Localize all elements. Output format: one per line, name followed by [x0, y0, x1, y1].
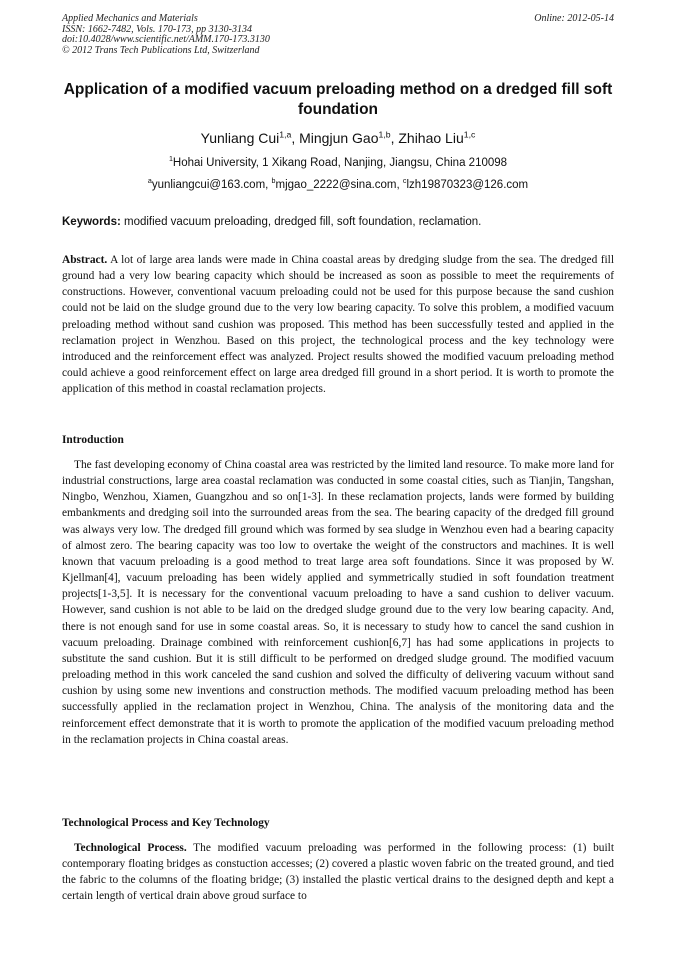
doi-line: doi:10.4028/www.scientific.net/AMM.170-173.3130 — [62, 34, 270, 46]
email-list: $^a$yunliangcui@163.com, $^b$mjgao_2222@sina.com, $^c$lzh19870323@126.com — [147, 177, 529, 191]
keywords — [62, 215, 614, 230]
copyright-line: © 2012 Trans Tech Publications Ltd, Switzerland — [62, 44, 260, 56]
affiliation — [62, 156, 614, 171]
email-mark: b — [271, 177, 276, 186]
abstract-label: Abstract. — [62, 254, 108, 266]
journal-name: Applied Mechanics and Materials — [62, 13, 198, 24]
abstract-text: A lot of large area lands were made in China coastal areas by dredging sludge from the sea. The dredged fill ground had a very low bearing capacity which should be increased as soon as possible to meet the requirements of constructions. However, conventional vacuum preloading could not be used for this purpose because the sand cushion could not be laid on the sludge ground due to the very low bearing capacity. To solve this problem, a modified vacuum preloading method without sand cushion was proposed. This method has been successfully tested and applied in the reclamation project in Wenzhou. Based on this project, the technological process and the key technology were introduced and the reinforcement effect was analyzed. Project results showed the modified vacuum preloading method could achieve a good reinforcement effect on large area dredged fill ground in a short period. It is worth to promote the application of this method in coastal reclamation projects. — [62, 254, 614, 396]
author-name: Zhihao Liu — [398, 130, 464, 146]
keywords-text: modified vacuum preloading, dredged fill, soft foundation, reclamation. — [124, 216, 482, 228]
author-name: Mingjun Gao — [299, 130, 379, 146]
email-link[interactable]: mjgao_2222@sina.com — [275, 179, 397, 191]
email-link[interactable]: yunliangcui@163.com — [151, 179, 266, 191]
author-list: Yunliang Cui$^{1,a}$, Mingjun Gao$^{1,b}$, Zhihao Liu$^{1,c}$ — [200, 129, 476, 146]
email-mark: c — [402, 177, 407, 186]
keywords-label: Keywords: — [62, 216, 121, 228]
abstract — [62, 252, 614, 397]
paper-title: Application of a modified vacuum preloading method on a dredged fill soft foundation — [63, 81, 613, 118]
section-heading-introduction: Introduction — [62, 434, 124, 446]
subsection-label: Technological Process. — [74, 842, 187, 854]
email-mark: a — [147, 177, 152, 186]
email-link[interactable]: lzh19870323@126.com — [406, 179, 529, 191]
author-name: Yunliang Cui — [200, 130, 280, 146]
affil-mark: 1 — [168, 155, 173, 164]
technology-paragraph — [62, 840, 614, 905]
author-affil-mark: 1,a — [279, 129, 292, 140]
affil-text: Hohai University, 1 Xikang Road, Nanjing, Jiangsu, China 210098 — [172, 157, 508, 169]
section-heading-technology: Technological Process and Key Technology — [62, 817, 270, 829]
online-date: Online: 2012-05-14 — [534, 13, 614, 24]
issn-line: ISSN: 1662-7482, Vols. 170-173, pp 3130-3134 — [62, 23, 252, 35]
journal-header — [62, 14, 614, 56]
author-affil-mark: 1,c — [463, 129, 476, 140]
introduction-paragraph: The fast developing economy of China coastal area was restricted by the limited land resource. To make more land for industrial constructions, large area coastal reclamation was conducted in some coastal cities, such as Tianjin, Tangshan, Ningbo, Wenzhou, Xiamen, Guangzhou and so on[1-3]. In these reclamation projects, lands were formed by building embankments and dredging soil into the surrounded areas from the sea. The bearing capacity of the dredged fill ground was always very low. The dredged fill ground which was formed by sea sludge in Wenzhou even had a bearing capacity of almost zero. The bearing capacity was too low to overtake the weight of the constructors and machines. It is well known that vacuum preloading is a good method to treat large area soft foundations. Since it was proposed by W. Kjellman[4], vacuum preloading has been widely applied and symmetrically studied in soft foundation treatment projects[1-3,5]. It is necessary for the conventional vacuum preloading to have a sand cushion to deliver vacuum. However, sand cushion is not able to be laid on the dredged sludge ground due to the very low bearing capacity. And, there is not enough sand for use in some coastal areas. So, it is necessary to study how to cancel the sand cushion in vacuum preloading. Drainage combined with reinforcement cushion[6,7] has had some applications in projects to substitute the sand cushion. But it is still difficult to be performed on dredged sludge ground. The modified vacuum preloading method in this work canceled the sand cushion and solved the difficulty of delivering vacuum without sand cushion by using some new inventions and construction methods. The modified vacuum preloading method has been successfully applied in the reclamation project in Wenzhou, China. The analysis of the monitoring data and the reinforcement effect demonstrate that it is worth to promote the application of the modified vacuum preloading method in the reclamation projects in China coastal areas. — [62, 459, 614, 746]
technology-text: The modified vacuum preloading was performed in the following process: (1) built contemporary floating bridges as constuction accesses; (2) covered a plastic woven fabric on the treated ground, and tied the fabric to the columns of the floating bridge; (3) installed the plastic vertical drains to the designed depth and kept a certain length of vertical drain above groud surface to — [62, 842, 614, 903]
author-affil-mark: 1,b — [378, 129, 391, 140]
